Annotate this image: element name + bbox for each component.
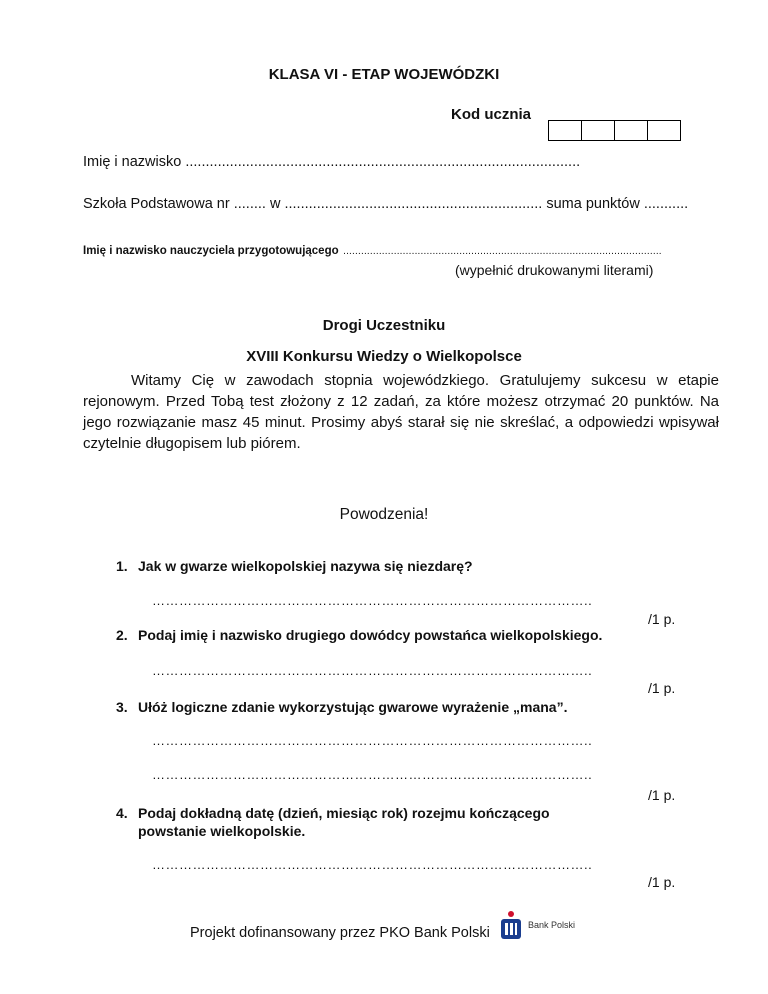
footer-text: Projekt dofinansowany przez PKO Bank Polski xyxy=(190,925,490,941)
question-number: 1. xyxy=(116,558,128,574)
greeting-line-2: XVIII Konkursu Wiedzy o Wielkopolsce xyxy=(246,348,522,365)
fill-hint: (wypełnić drukowanymi literami) xyxy=(455,262,654,278)
intro-paragraph: Witamy Cię w zawodach stopnia wojewódzkiego. Gratulujemy sukcesu w etapie rejonowym. Przed Tobą test złożony z 12 zadań, za które możesz otrzymać 20 punktów. Na jego rozwiązanie masz 45 minut. Prosimy abyś starał się nie skreślać, a odpowiedzi wpisywał czytelnie długopisem lub piórem. xyxy=(83,372,719,452)
pko-logo-icon xyxy=(500,910,522,940)
question-number: 3. xyxy=(116,699,128,715)
question-1 xyxy=(116,557,616,575)
question-text: Podaj dokładną datę (dzień, miesiąc rok) rozejmu kończącego powstanie wielkopolskie. xyxy=(138,805,550,839)
question-text: Jak w gwarze wielkopolskiej nazywa się niezdarę? xyxy=(138,558,473,574)
points-4: /1 p. xyxy=(648,874,676,890)
points-3: /1 p. xyxy=(648,787,676,803)
greeting-line-1: Drogi Uczestniku xyxy=(322,317,446,334)
code-box[interactable] xyxy=(648,121,680,140)
points-1: /1 p. xyxy=(648,611,676,627)
code-box[interactable] xyxy=(615,121,648,140)
student-code-boxes[interactable] xyxy=(548,120,681,141)
question-3 xyxy=(116,698,616,716)
code-box[interactable] xyxy=(549,121,582,140)
teacher-dots: ........................................................................................................... xyxy=(343,246,662,257)
points-2: /1 p. xyxy=(648,680,676,696)
page-title: KLASA VI - ETAP WOJEWÓDZKI xyxy=(268,66,500,83)
good-luck: Powodzenia! xyxy=(339,506,429,523)
school-field[interactable]: Szkoła Podstawowa nr ........ w ................................................................ suma punktów ........... xyxy=(83,196,689,212)
answer-line-4[interactable]: …………………………………………………………………………………….. xyxy=(152,857,593,872)
question-4 xyxy=(116,804,616,840)
code-box[interactable] xyxy=(582,121,615,140)
question-number: 2. xyxy=(116,627,128,643)
question-number: 4. xyxy=(116,805,128,821)
student-code-label: Kod ucznia xyxy=(451,106,532,123)
answer-line-3a[interactable]: …………………………………………………………………………………….. xyxy=(152,733,593,748)
question-text: Ułóż logiczne zdanie wykorzystując gwarowe wyrażenie „mana”. xyxy=(138,699,568,715)
teacher-field[interactable] xyxy=(83,241,662,259)
teacher-label: Imię i nazwisko nauczyciela przygotowującego xyxy=(83,245,339,257)
answer-line-2[interactable]: …………………………………………………………………………………….. xyxy=(152,663,593,678)
pko-logo xyxy=(500,910,575,940)
answer-line-1[interactable]: …………………………………………………………………………………….. xyxy=(152,593,593,608)
answer-line-3b[interactable]: …………………………………………………………………………………….. xyxy=(152,767,593,782)
name-field[interactable]: Imię i nazwisko .................................................................................................. xyxy=(83,154,581,170)
question-2 xyxy=(116,626,616,644)
question-text: Podaj imię i nazwisko drugiego dowódcy powstańca wielkopolskiego. xyxy=(138,627,603,643)
logo-text: Bank Polski xyxy=(528,920,576,930)
